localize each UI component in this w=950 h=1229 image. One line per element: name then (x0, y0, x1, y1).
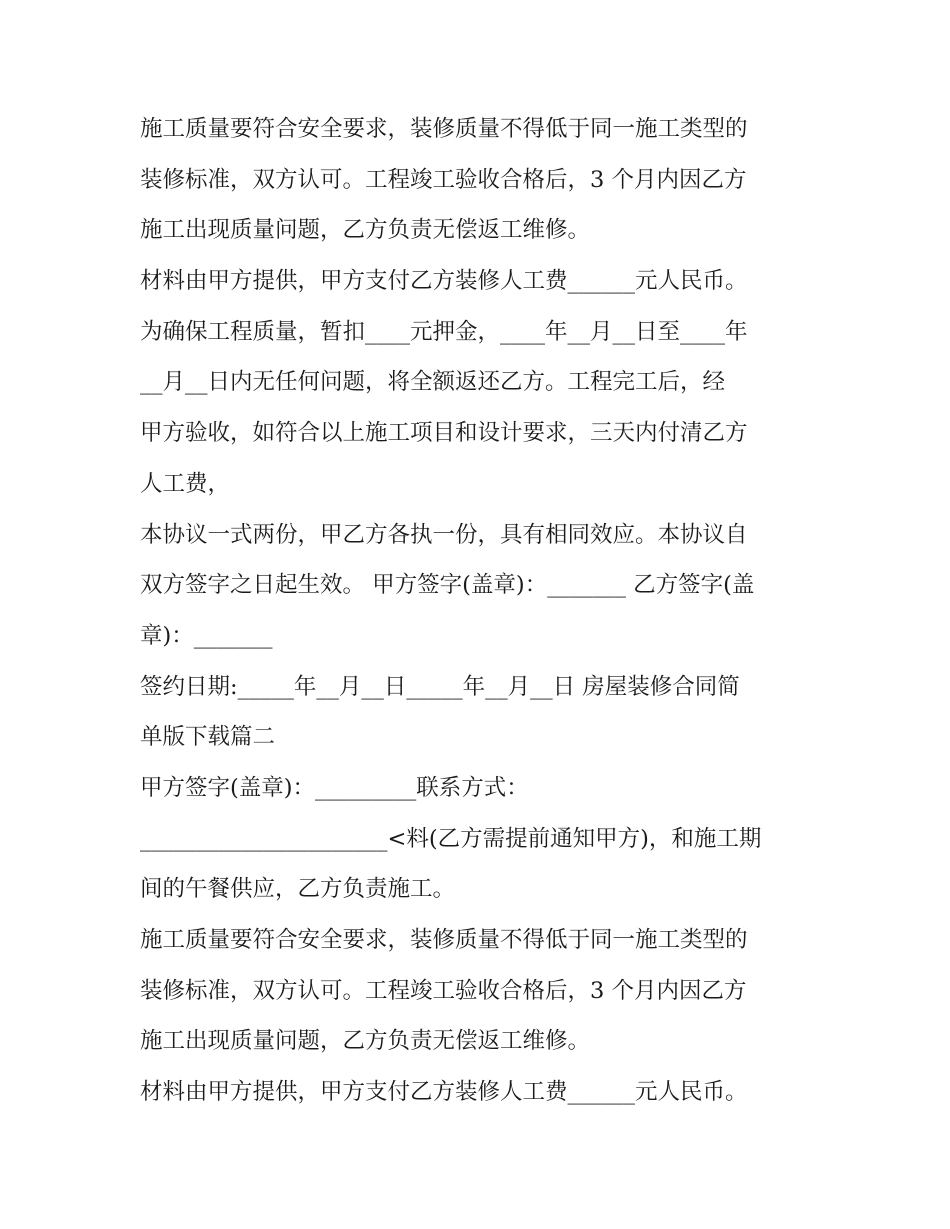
text-line: 签约日期:_____年__月__日_____年__月__日 房屋装修合同简 (140, 673, 740, 700)
text-line: 施工出现质量问题，乙方负责无偿返工维修。 (140, 217, 591, 244)
text-line: 装修标准，双方认可。工程竣工验收合格后，3 个月内因乙方 (140, 166, 747, 193)
text-line: 施工质量要符合安全要求，装修质量不得低于同一施工类型的 (140, 116, 748, 142)
text-line: 材料由甲方提供，甲方支付乙方装修人工费______元人民币。 (140, 1079, 748, 1106)
text-line: 甲方验收，如符合以上施工项目和设计要求，三天内付清乙方 (140, 420, 748, 447)
text-line: 章)：_______ (140, 622, 273, 649)
text-line: 甲方签字(盖章)：_________联系方式： (140, 774, 529, 801)
document-body (140, 104, 820, 1118)
text-line: 装修标准，双方认可。工程竣工验收合格后，3 个月内因乙方 (140, 977, 747, 1004)
text-line: 间的午餐供应，乙方负责施工。 (140, 876, 456, 903)
text-line: 为确保工程质量，暂扣____元押金，____年__月__日至____年 (140, 318, 748, 345)
text-line: 施工质量要符合安全要求，装修质量不得低于同一施工类型的 (140, 927, 748, 953)
text-line: 人工费， (140, 470, 231, 497)
text-line: 施工出现质量问题，乙方负责无偿返工维修。 (140, 1028, 591, 1055)
text-line: __月__日内无任何问题，将全额返还乙方。工程完工后，经 (140, 369, 726, 396)
text-line: ______________________<料(乙方需提前通知甲方)，和施工期 (140, 825, 762, 852)
text-line: 单版下载篇二 (140, 724, 276, 751)
text-line: 本协议一式两份，甲乙方各执一份，具有相同效应。本协议自 (140, 521, 748, 548)
text-line: 双方签字之日起生效。 甲方签字(盖章)：_______ 乙方签字(盖 (140, 572, 755, 599)
text-line: 材料由甲方提供，甲方支付乙方装修人工费______元人民币。 (140, 268, 748, 295)
